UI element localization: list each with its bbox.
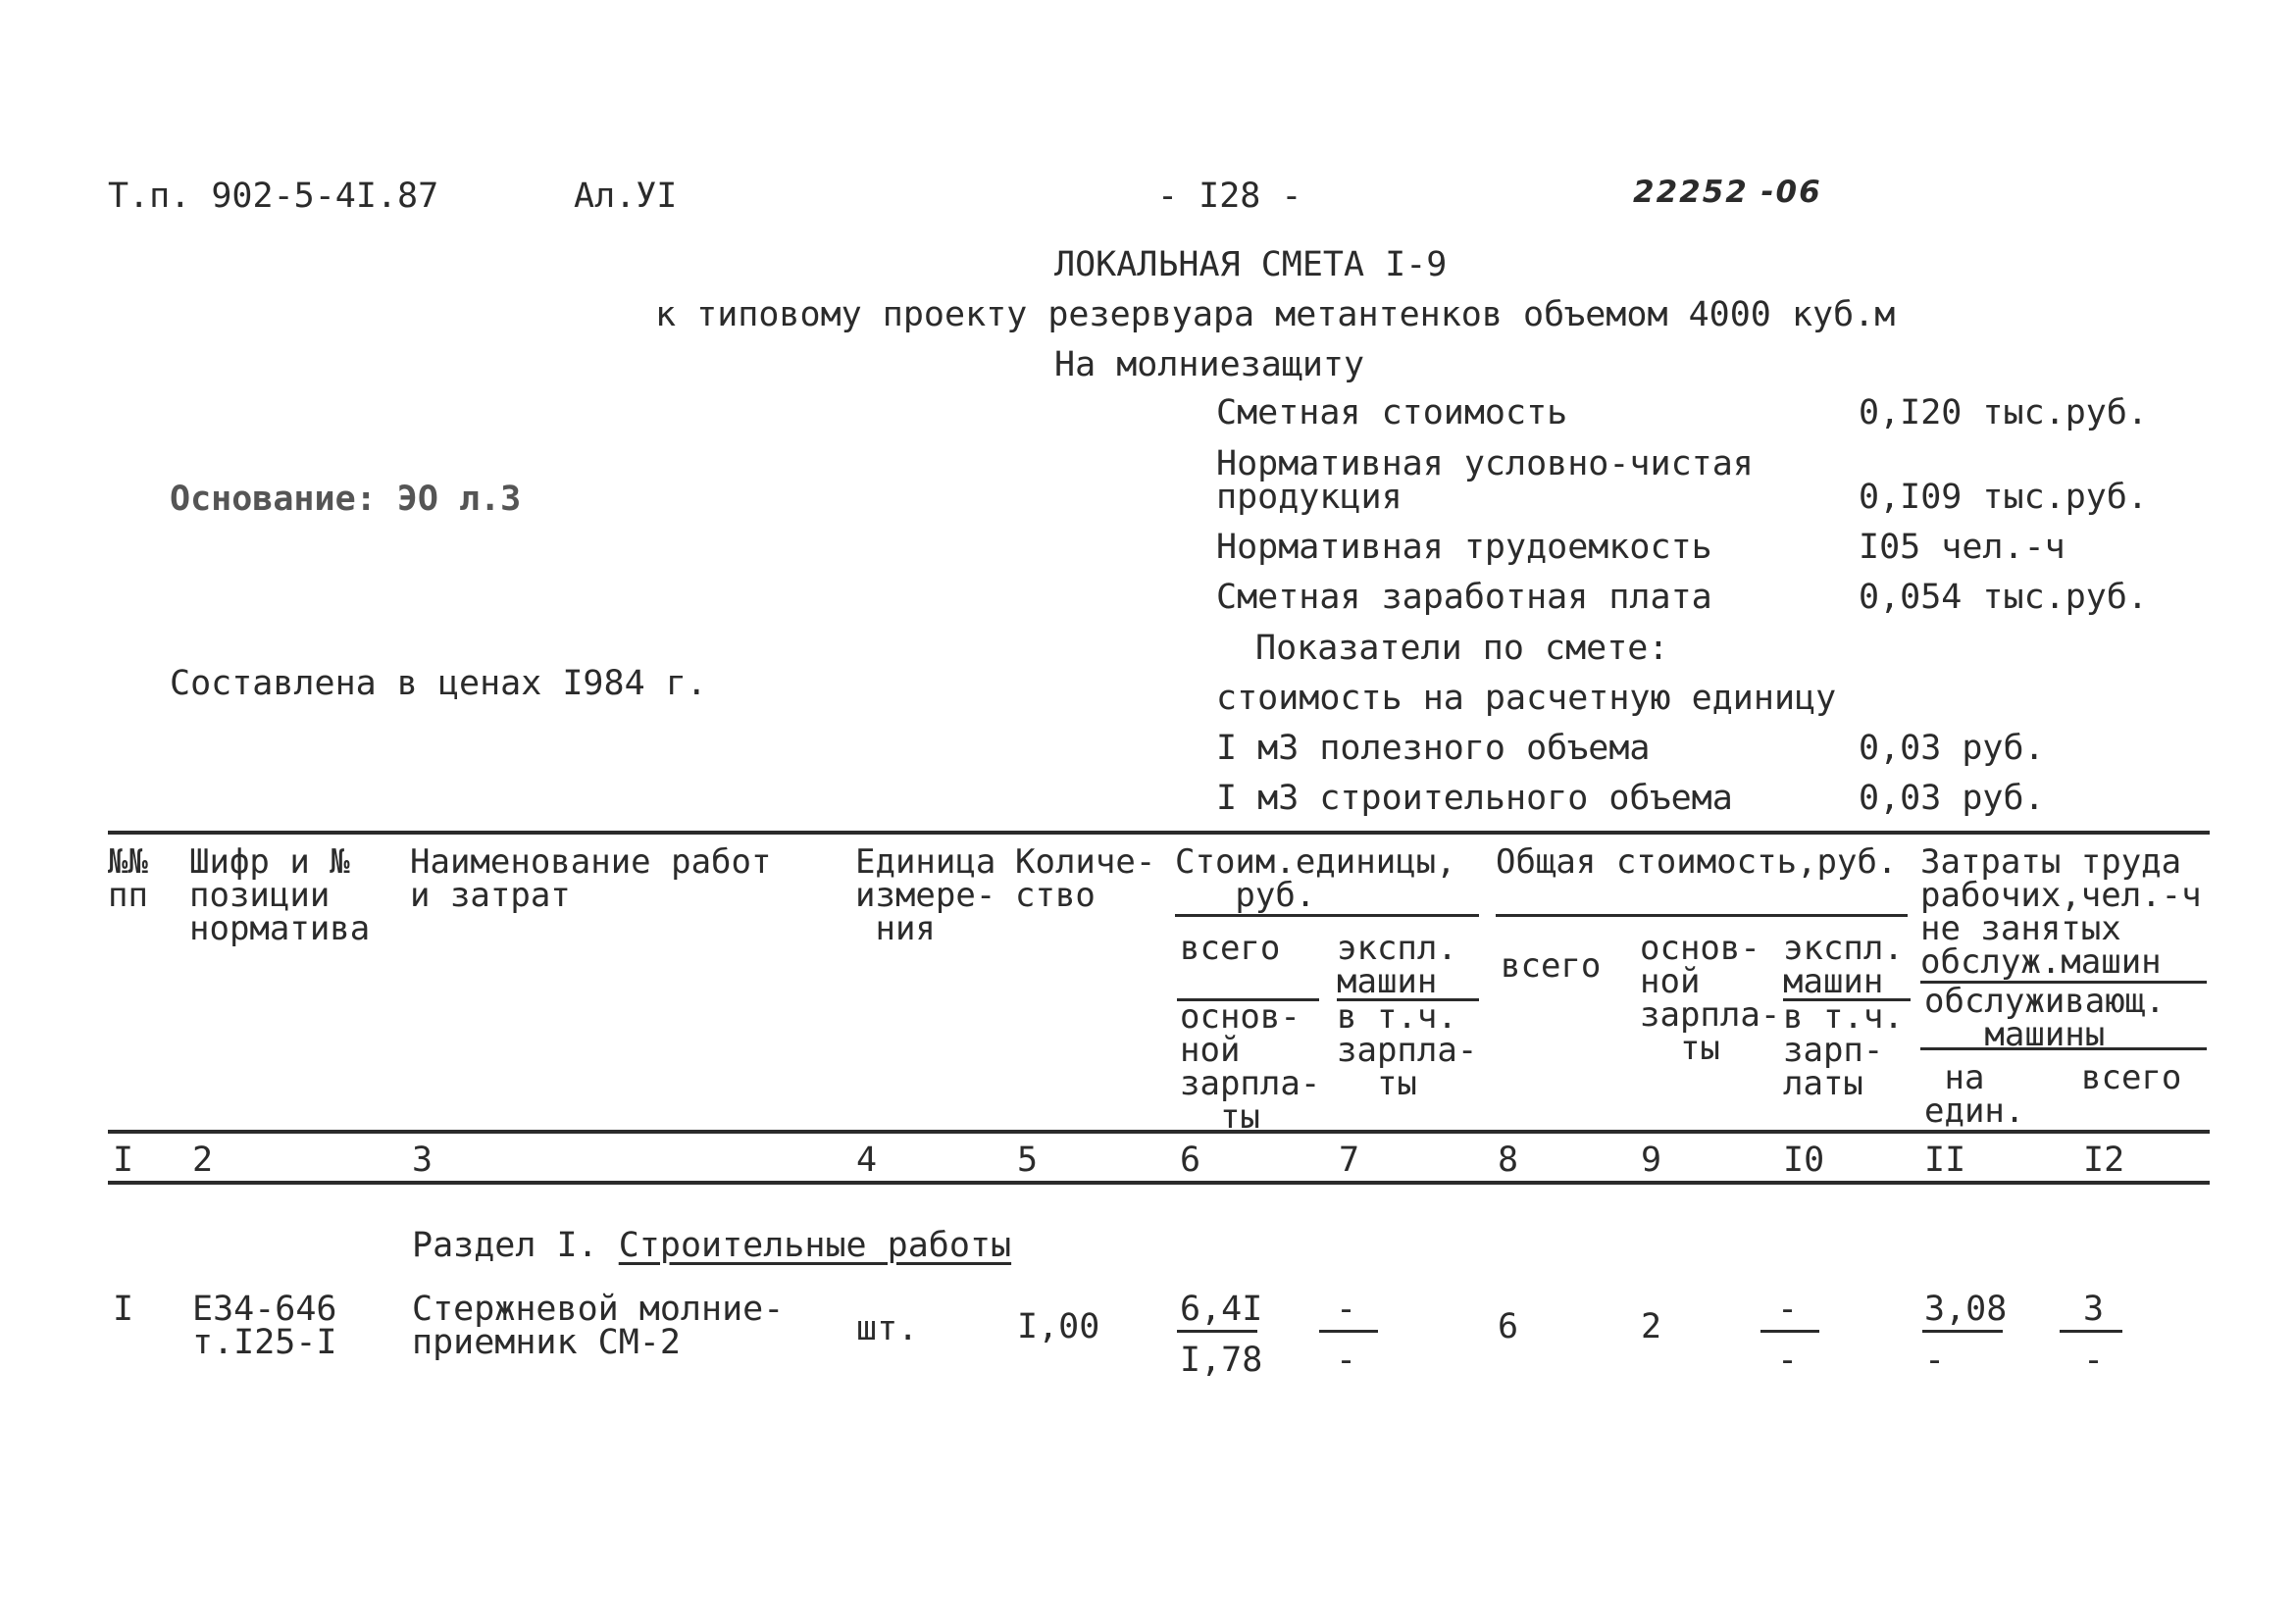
header-labor-per-unit: на един. [1924, 1058, 2025, 1131]
section-heading [412, 1226, 1012, 1265]
row-unit: шт. [856, 1309, 919, 1348]
summary-label-net-product: Нормативная условно-чистая продукция [1216, 444, 1754, 517]
row-total-machines: - [1777, 1290, 1799, 1329]
header-code: Шифр и № позиции норматива [189, 842, 371, 948]
column-number-bottom-rule [108, 1181, 2210, 1185]
row-unit-total: 6,4I [1180, 1290, 1263, 1329]
header-qty: Количе- ство [1015, 842, 1156, 915]
row-labor-total-service: - [2083, 1341, 2105, 1380]
unit-value-useful-volume: 0,03 руб. [1859, 729, 2045, 768]
project-number: Т.п. 902-5-4I.87 [108, 177, 439, 216]
header-unit-machines: экспл. машин [1337, 929, 1457, 1001]
header-total-all: всего [1501, 946, 1602, 986]
header-unit: Единица измере- ния [855, 842, 996, 948]
row-code: Е34-646 т.I25-I [192, 1290, 337, 1362]
row-total-machines-fraction-bar [1760, 1330, 1819, 1333]
section-title: Строительные работы [618, 1226, 1012, 1265]
colnum-2: 2 [192, 1141, 214, 1180]
summary-value-cost: 0,I20 тыс.руб. [1859, 393, 2149, 432]
table-top-rule [108, 831, 2210, 835]
colnum-9: 9 [1641, 1141, 1662, 1180]
inventory-stamp: 22252 -06 [1633, 175, 1822, 210]
summary-label-wages: Сметная заработная плата [1216, 578, 1712, 617]
header-unit-machine-wage: в т.ч. зарпла- ты [1337, 997, 1478, 1103]
row-total-machine-wage: - [1777, 1341, 1799, 1380]
row-total-base-wage: 2 [1641, 1307, 1662, 1346]
labor-service-rule [1920, 1047, 2207, 1050]
row-labor-total-fraction-bar [2060, 1330, 2122, 1333]
header-name: Наименование работ и затрат [410, 842, 772, 915]
document-purpose: На молниезащиту [1054, 345, 1365, 384]
row-labor-per-unit-fraction-bar [1922, 1330, 2003, 1333]
header-unit-total: всего [1180, 929, 1281, 968]
total-cost-group-rule [1496, 914, 1908, 917]
colnum-4: 4 [856, 1141, 878, 1180]
header-labor: Затраты труда рабочих,чел.-ч не занятых обслуж.машин [1920, 842, 2202, 982]
summary-label-cost: Сметная стоимость [1216, 393, 1568, 432]
header-total-base-wage: основ- ной зарпла- ты [1640, 929, 1781, 1068]
document-subtitle: к типовому проекту резервуара метантенков объемом 4000 куб.м [655, 295, 1896, 334]
summary-value-labor: I05 чел.-ч [1859, 528, 2066, 567]
colnum-10: I0 [1783, 1141, 1825, 1180]
row-name: Стержневой молние- приемник СМ-2 [412, 1290, 785, 1362]
row-unit-base-wage: I,78 [1180, 1341, 1263, 1380]
album-number: Ал.УI [574, 177, 678, 216]
unit-value-construction-volume: 0,03 руб. [1859, 779, 2045, 818]
header-bottom-rule [108, 1130, 2210, 1134]
summary-value-wages: 0,054 тыс.руб. [1859, 578, 2149, 617]
page-number: - I28 - [1157, 177, 1302, 216]
colnum-11: II [1924, 1141, 1966, 1180]
header-total-machines: экспл. машин [1783, 929, 1904, 1001]
header-unit-base-wage: основ- ной зарпла- ты [1180, 997, 1321, 1137]
colnum-3: 3 [412, 1141, 434, 1180]
row-unit-cost-fraction-bar [1177, 1330, 1257, 1333]
unit-cost-group-rule [1175, 914, 1479, 917]
header-num: №№ пп [108, 842, 148, 915]
row-total-all: 6 [1498, 1307, 1519, 1346]
colnum-8: 8 [1498, 1141, 1519, 1180]
row-unit-machines-fraction-bar [1319, 1330, 1378, 1333]
header-labor-total: всего [2081, 1058, 2182, 1097]
unit-label-construction-volume: I м3 строительного объема [1216, 779, 1733, 818]
row-num: I [113, 1290, 134, 1329]
section-prefix: Раздел I. [412, 1226, 598, 1265]
row-unit-machine-wage: - [1336, 1341, 1357, 1380]
summary-label-labor: Нормативная трудоемкость [1216, 528, 1712, 567]
header-unit-cost: Стоим.единицы, руб. [1175, 842, 1456, 915]
colnum-6: 6 [1180, 1141, 1201, 1180]
header-total-machine-wage: в т.ч. зарп- латы [1783, 997, 1904, 1103]
colnum-5: 5 [1017, 1141, 1039, 1180]
row-labor-total: 3 [2083, 1290, 2105, 1329]
per-unit-caption: стоимость на расчетную единицу [1216, 679, 1837, 718]
row-labor-per-unit-service: - [1924, 1341, 1946, 1380]
price-level-note: Составлена в ценах I984 г. [170, 664, 707, 703]
document-title: ЛОКАЛЬНАЯ СМЕТА I-9 [1054, 245, 1448, 284]
header-total-cost: Общая стоимость,руб. [1496, 842, 1898, 882]
colnum-12: I2 [2083, 1141, 2125, 1180]
colnum-1: I [113, 1141, 134, 1180]
row-labor-per-unit: 3,08 [1924, 1290, 2008, 1329]
colnum-7: 7 [1339, 1141, 1360, 1180]
indicators-title: Показатели по смете: [1255, 629, 1669, 668]
header-labor-service: обслуживающ. машины [1924, 982, 2166, 1054]
row-qty: I,00 [1017, 1307, 1100, 1346]
summary-value-net-product: 0,I09 тыс.руб. [1859, 478, 2149, 517]
basis-note: Основание: ЭО л.3 [170, 480, 522, 519]
row-unit-machines: - [1336, 1290, 1357, 1329]
unit-label-useful-volume: I м3 полезного объема [1216, 729, 1651, 768]
